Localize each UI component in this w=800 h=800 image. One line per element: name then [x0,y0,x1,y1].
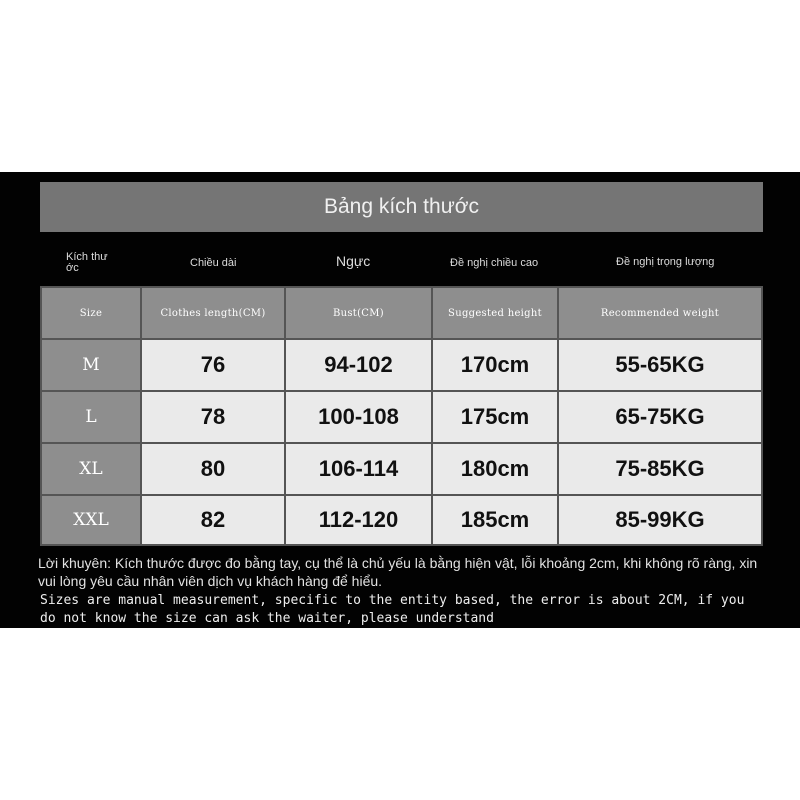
bust-cell: 112-120 [286,496,431,544]
length-cell: 82 [142,496,284,544]
advice-english: Sizes are manual measurement, specific to the entity based, the error is about 2CM, if you do not know the size can ask the waiter, please understand [40,593,745,626]
weight-cell: 75-85KG [559,444,761,494]
size-chart-panel [0,172,800,628]
header-clothes-length: Clothes length(CM) [142,288,284,338]
size-cell: XL [42,444,140,494]
length-cell: 78 [142,392,284,442]
viet-header-bust: Ngực [336,253,371,269]
header-suggested-height: Suggested height [433,288,557,338]
height-cell: 170cm [433,340,557,390]
weight-cell: 55-65KG [559,340,761,390]
height-cell: 175cm [433,392,557,442]
size-chart-title: Bảng kích thước [323,195,480,218]
length-cell: 76 [142,340,284,390]
size-cell: XXL [42,496,140,544]
weight-cell: 65-75KG [559,392,761,442]
viet-header-height: Đề nghị chiều cao [450,257,539,269]
header-size: Size [42,288,140,338]
size-cell: L [42,392,140,442]
size-chart-title-bar [40,182,763,232]
height-cell: 185cm [433,496,557,544]
weight-cell: 85-99KG [559,496,761,544]
advice-vietnamese: Lời khuyên: Kích thước được đo bằng tay, cụ thể là chủ yếu là bằng hiện vật, lỗi khoảng 2cm, khi không rõ ràng, xin vui lòng yêu cầu nhân viên dịch vụ khách hàng để hiểu. [38,555,758,589]
bust-cell: 106-114 [286,444,431,494]
length-cell: 80 [142,444,284,494]
height-cell: 180cm [433,444,557,494]
header-recommended-weight: Recommended weight [559,288,761,338]
header-bust: Bust(CM) [286,288,431,338]
size-cell: M [42,340,140,390]
viet-header-length: Chiều dài [190,257,237,269]
size-table [40,286,763,546]
bust-cell: 94-102 [286,340,431,390]
bust-cell: 100-108 [286,392,431,442]
viet-header-weight: Đề nghị trọng lượng [616,256,715,268]
viet-header-size: Kích thư ớc [66,251,108,274]
